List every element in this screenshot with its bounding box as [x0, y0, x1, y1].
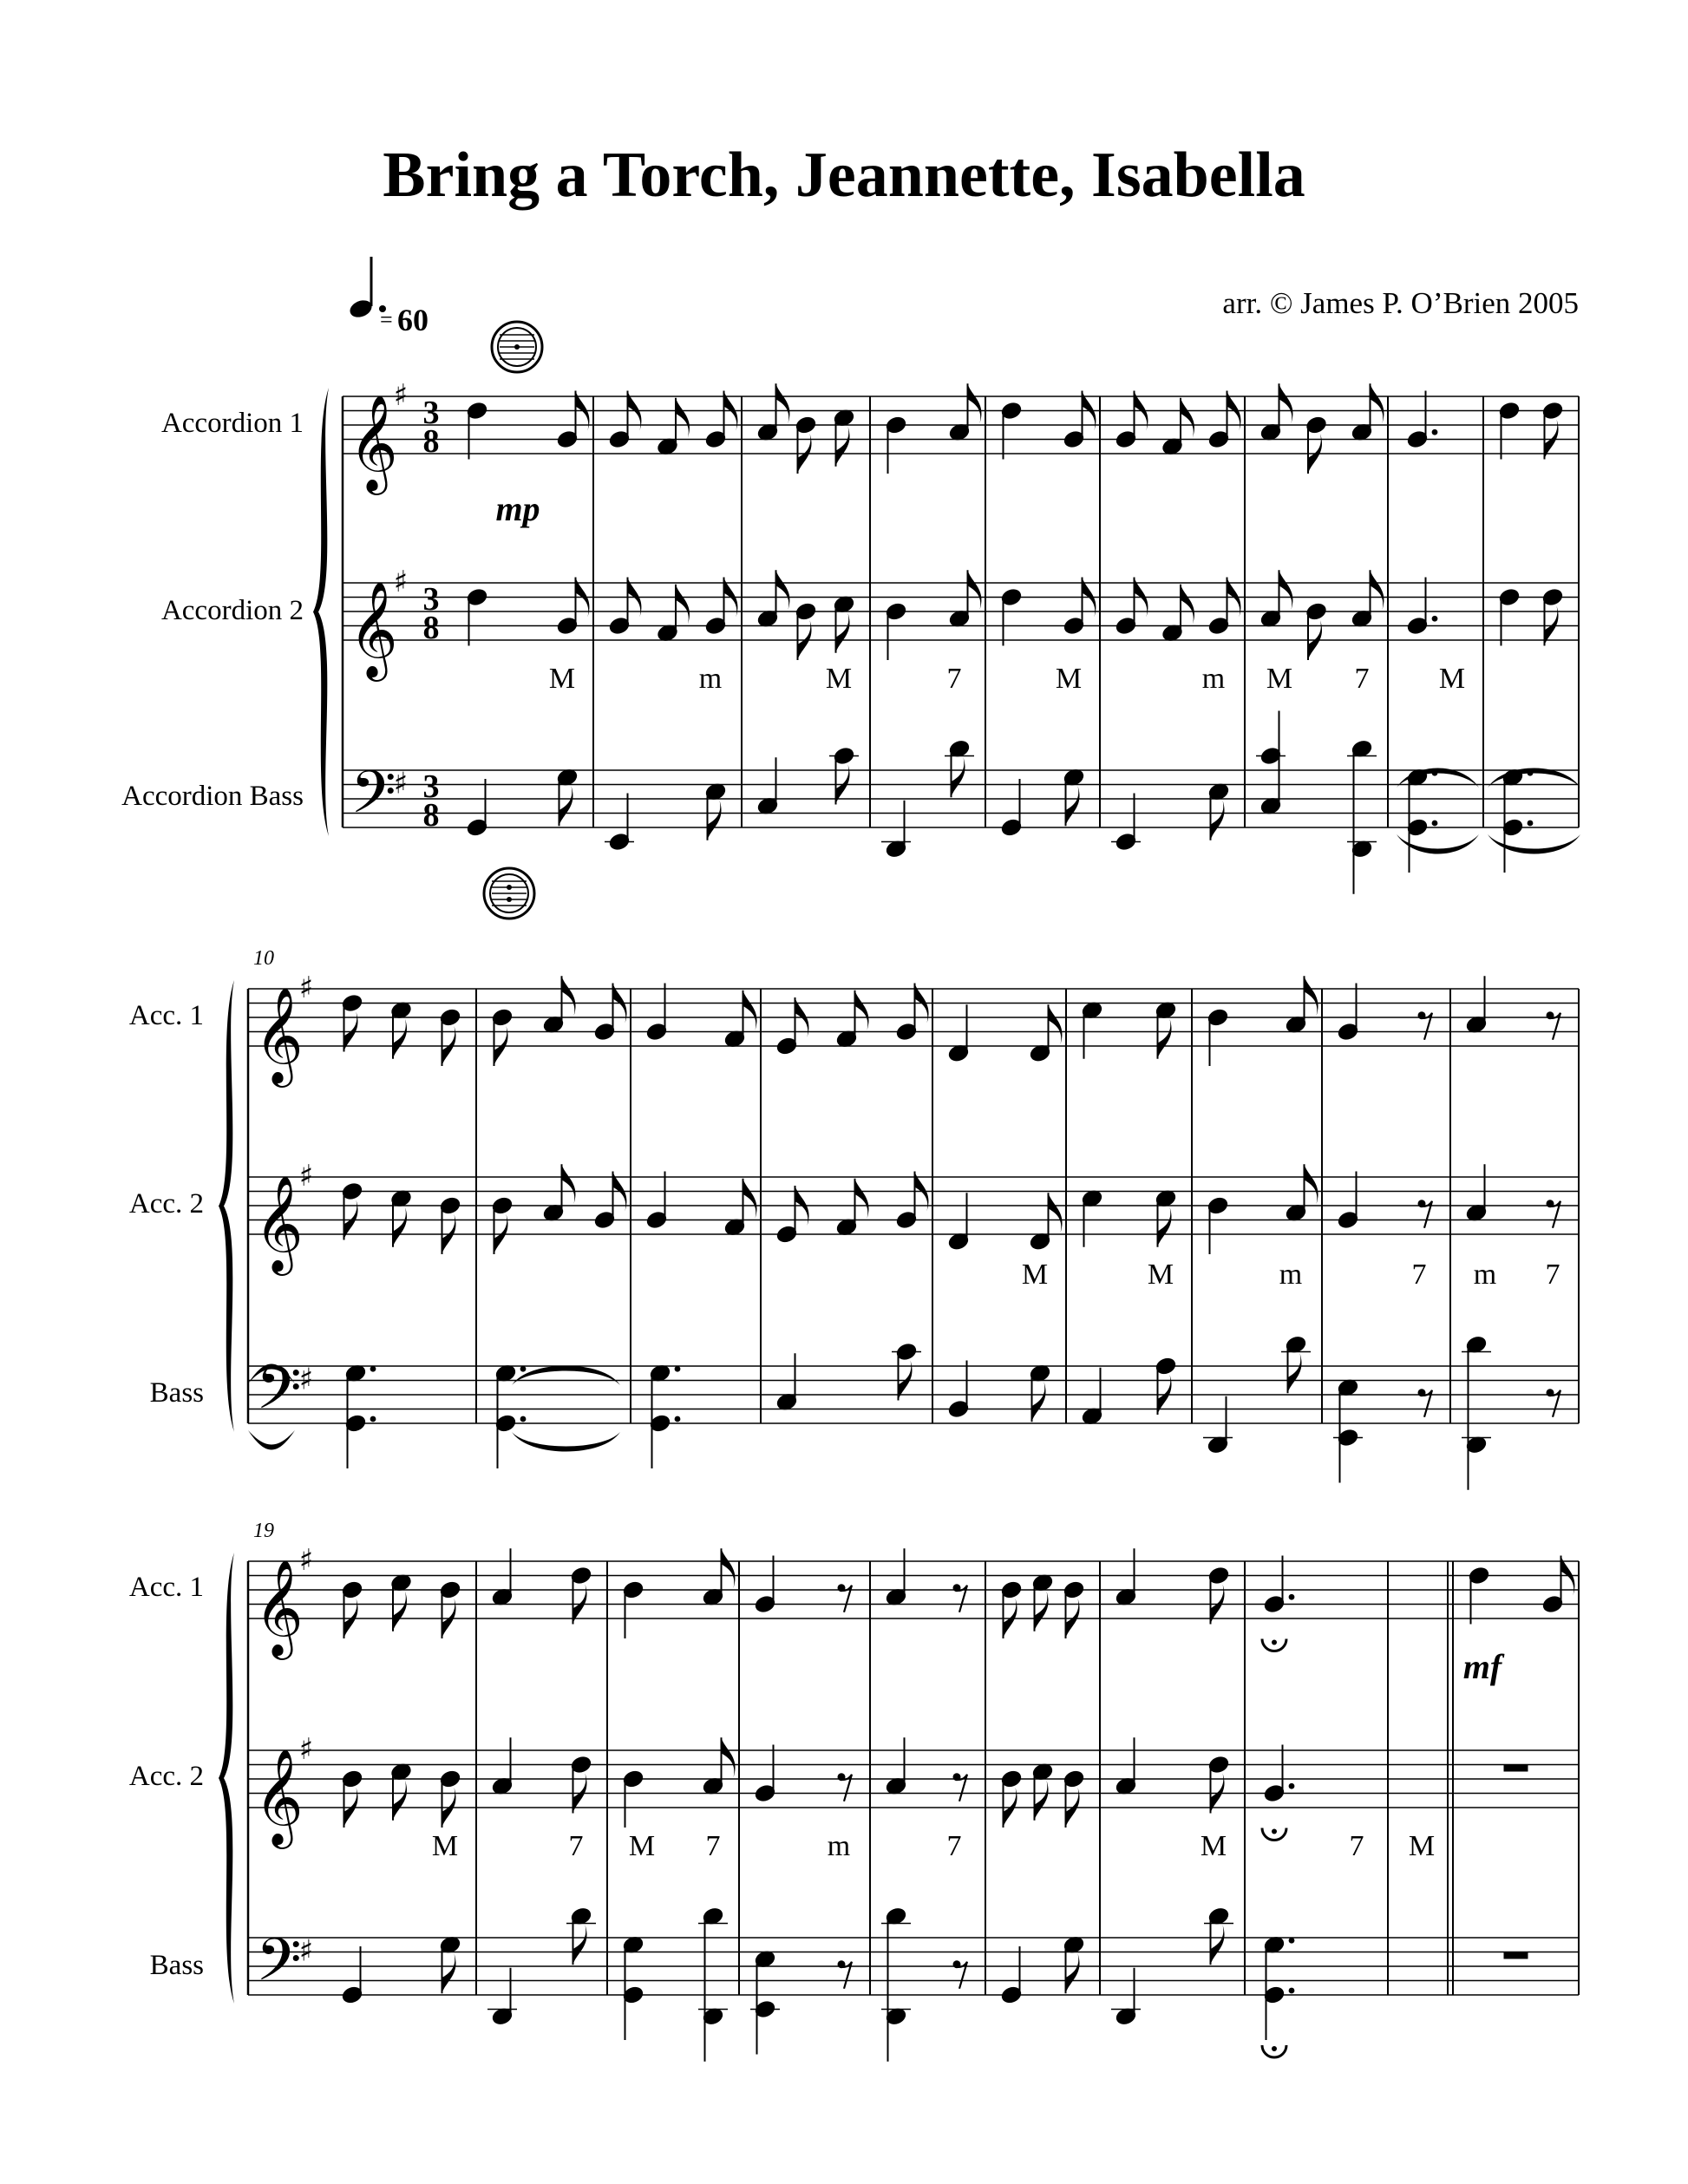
- system-brace: [219, 980, 234, 1432]
- note-flag: [1035, 1781, 1049, 1821]
- note-flag: [1181, 585, 1194, 624]
- instrument-label-acc1-system3: Acc. 1: [128, 1572, 204, 1603]
- measure-number: 10: [253, 947, 274, 970]
- chord-label: 7: [568, 1830, 584, 1862]
- note-flag: [1279, 383, 1293, 423]
- chord-label: 7: [1545, 1259, 1560, 1291]
- note-flag: [1035, 1592, 1049, 1631]
- chord-label: M: [1438, 663, 1466, 695]
- bass-clef-icon: 𝄢: [256, 1355, 302, 1437]
- instrument-label-acc2-system3: Acc. 2: [128, 1761, 204, 1792]
- note-flag: [836, 427, 850, 467]
- chord-label: m: [1201, 663, 1226, 695]
- key-signature-sharp: ♯: [393, 766, 409, 801]
- dot: [1432, 821, 1438, 827]
- dot: [675, 1366, 681, 1372]
- note-flag: [1371, 383, 1384, 423]
- tempo-value: 60: [397, 303, 429, 337]
- note-flag: [952, 757, 965, 797]
- note-flag: [562, 1164, 576, 1204]
- note-flag: [562, 976, 576, 1016]
- note-flag: [1211, 1925, 1225, 1965]
- time-signature-bottom: 8: [422, 610, 440, 646]
- chord-label: M: [628, 1830, 656, 1862]
- bass-clef-icon: 𝄢: [256, 1926, 302, 2009]
- key-signature-sharp: ♯: [298, 1732, 314, 1767]
- note-flag: [1279, 570, 1293, 610]
- note-flag: [1211, 801, 1225, 840]
- note-flag: [393, 1207, 407, 1247]
- key-signature-sharp: ♯: [298, 1543, 314, 1578]
- tie-lower: [1488, 834, 1580, 854]
- treble-clef-icon: 𝄞: [349, 394, 398, 491]
- instrument-label-acc2-system2: Acc. 2: [128, 1188, 204, 1220]
- dot: [1432, 616, 1438, 622]
- instrument-label-acc1-system2: Acc. 1: [128, 1000, 204, 1031]
- chord-label: m: [827, 1830, 851, 1862]
- treble-clef-icon: 𝄞: [254, 986, 304, 1083]
- instrument-label-accordion-1: Accordion 1: [160, 408, 304, 439]
- measure-number: 19: [253, 1520, 274, 1542]
- dot: [1528, 821, 1534, 827]
- note-flag: [1181, 398, 1194, 438]
- note-flag: [676, 585, 690, 624]
- dot: [1289, 1594, 1295, 1600]
- dot: [370, 1416, 376, 1422]
- measure-rest: [1504, 1765, 1528, 1772]
- note-flag: [1066, 786, 1080, 826]
- chord-label: M: [1266, 663, 1293, 695]
- dot: [1289, 1783, 1295, 1789]
- bass-register-icon: [507, 897, 512, 902]
- system-brace: [313, 388, 329, 836]
- dynamic-mf: mf: [1462, 1647, 1502, 1686]
- dot: [520, 1366, 527, 1372]
- note-flag: [393, 1592, 407, 1631]
- fermata-icon: [1272, 1640, 1277, 1645]
- note-flag: [855, 1179, 869, 1219]
- chord-label: 7: [1354, 663, 1370, 695]
- note-flag: [1288, 1353, 1302, 1393]
- instrument-label-accordion-2: Accordion 2: [160, 595, 304, 626]
- tie-lower: [512, 1432, 620, 1452]
- instrument-label-accordion-bass: Accordion Bass: [121, 781, 304, 812]
- note-flag: [393, 1019, 407, 1059]
- chord-label: 7: [946, 1830, 962, 1862]
- note-flag: [1305, 976, 1318, 1016]
- chord-label: M: [431, 1830, 459, 1862]
- chord-label: M: [825, 663, 853, 695]
- chord-label: M: [1408, 1830, 1436, 1862]
- key-signature-sharp: ♯: [393, 565, 409, 599]
- note-flag: [855, 991, 869, 1030]
- dot: [675, 1416, 681, 1422]
- note-flag: [1066, 1953, 1080, 1993]
- note-flag: [676, 398, 690, 438]
- instrument-label-bass-system2: Bass: [149, 1377, 204, 1409]
- treble-clef-icon: 𝄞: [254, 1559, 304, 1656]
- tie-upper: [512, 1366, 620, 1386]
- key-signature-sharp: ♯: [298, 1159, 314, 1193]
- system-brace: [219, 1553, 234, 2004]
- note-flag: [1371, 570, 1384, 610]
- treble-clef-icon: 𝄞: [254, 1174, 304, 1272]
- key-signature-sharp: ♯: [298, 971, 314, 1005]
- chord-label: M: [1200, 1830, 1227, 1862]
- chord-label: 7: [705, 1830, 721, 1862]
- note-flag: [743, 991, 757, 1030]
- note-flag: [722, 1548, 736, 1588]
- treble-register-icon: [514, 344, 520, 350]
- chord-label: M: [1055, 663, 1083, 695]
- measure-rest: [1504, 1952, 1528, 1959]
- chord-label: m: [698, 663, 723, 695]
- bass-register-icon: [507, 885, 512, 890]
- chord-label: m: [1279, 1259, 1303, 1291]
- note-flag: [968, 383, 982, 423]
- dot: [1432, 429, 1438, 435]
- dot: [520, 1416, 527, 1422]
- dot: [370, 1366, 376, 1372]
- note-flag: [1305, 1164, 1318, 1204]
- note-flag: [1158, 1019, 1172, 1059]
- treble-clef-icon: 𝄞: [349, 580, 398, 677]
- note-flag: [776, 383, 790, 423]
- treble-clef-icon: 𝄞: [254, 1748, 304, 1845]
- note-flag: [1049, 1004, 1063, 1044]
- tempo-equals: =: [380, 307, 393, 332]
- chord-label: M: [548, 663, 576, 695]
- chord-label: M: [1021, 1259, 1049, 1291]
- note-flag: [743, 1179, 757, 1219]
- chord-label: 7: [1349, 1830, 1364, 1862]
- chord-label: 7: [946, 663, 962, 695]
- key-signature-sharp: ♯: [393, 378, 409, 413]
- note-flag: [776, 570, 790, 610]
- note-flag: [1158, 1207, 1172, 1247]
- chord-label: M: [1147, 1259, 1174, 1291]
- key-signature-sharp: ♯: [298, 1933, 314, 1969]
- time-signature-bottom: 8: [422, 797, 440, 834]
- time-signature-top: 3: [422, 581, 440, 618]
- key-signature-sharp: ♯: [298, 1362, 314, 1397]
- dynamic-mp: mp: [495, 489, 540, 528]
- bass-clef-icon: 𝄢: [350, 759, 396, 841]
- note-flag: [393, 1781, 407, 1821]
- note-flag: [708, 801, 722, 840]
- note-flag: [1032, 1382, 1046, 1422]
- note-flag: [722, 1737, 736, 1777]
- fermata-icon: [1272, 1829, 1277, 1834]
- note-flag: [559, 786, 573, 826]
- time-signature-top: 3: [422, 395, 440, 431]
- time-signature-bottom: 8: [422, 423, 440, 460]
- copyright-notice: arr. © James P. O’Brien 2005: [1222, 286, 1579, 320]
- note-flag: [836, 613, 850, 653]
- dot: [1289, 1938, 1295, 1944]
- fermata-icon: [1272, 2046, 1277, 2051]
- note-flag: [1049, 1193, 1063, 1233]
- note-flag: [442, 1953, 456, 1993]
- note-flag: [968, 570, 982, 610]
- chord-label: 7: [1411, 1259, 1427, 1291]
- page-title: Bring a Torch, Jeannette, Isabella: [383, 140, 1305, 211]
- instrument-label-bass-system3: Bass: [149, 1950, 204, 1981]
- time-signature-top: 3: [422, 768, 440, 805]
- dot: [1289, 1988, 1295, 1994]
- chord-label: m: [1473, 1259, 1497, 1291]
- note-flag: [573, 1925, 587, 1965]
